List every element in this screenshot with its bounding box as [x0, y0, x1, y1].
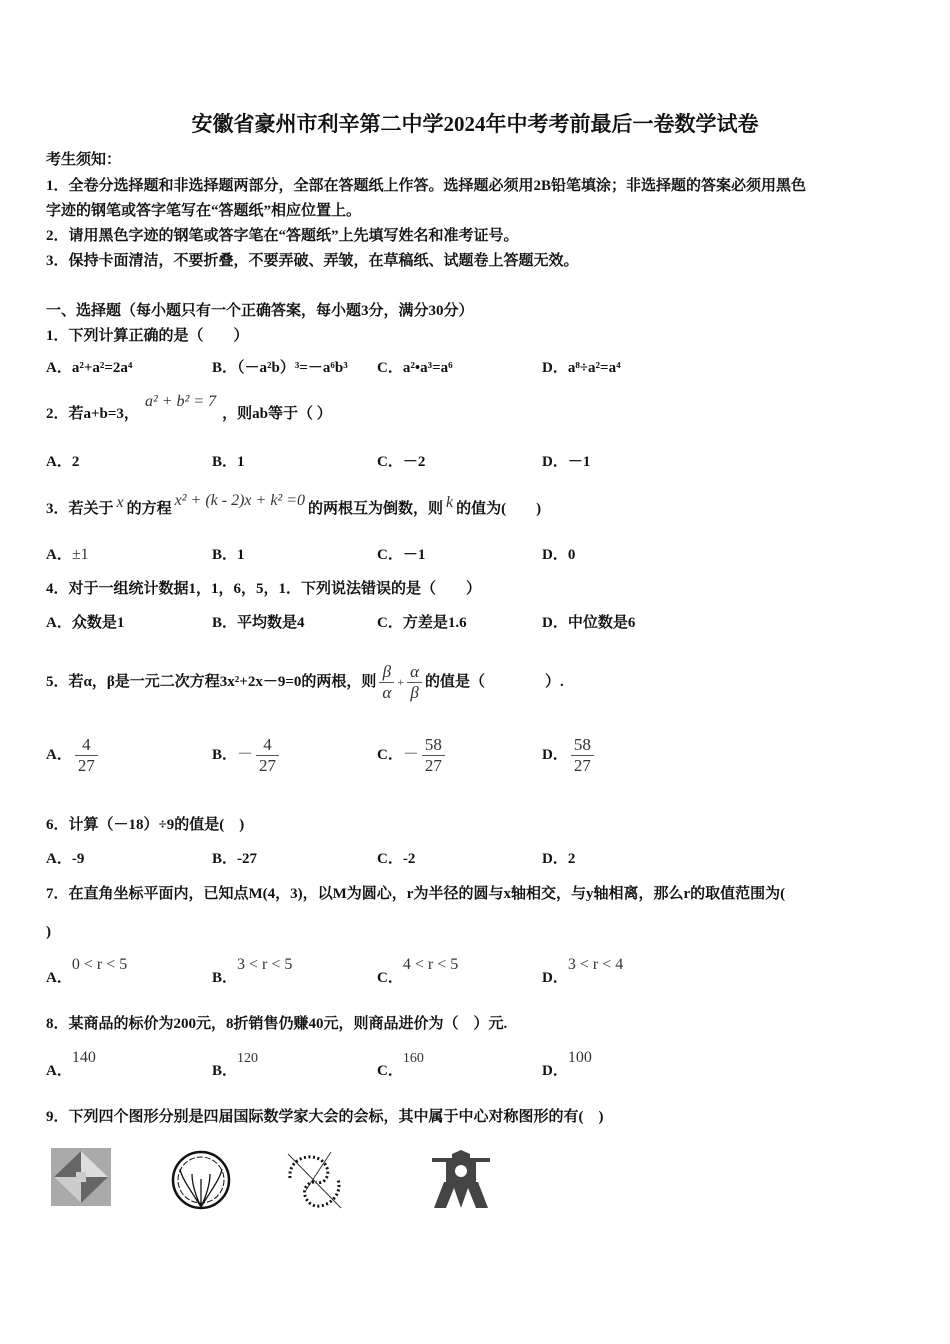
q3-var-k: k: [446, 494, 454, 511]
q2-equation: a² + b² = 7: [144, 393, 217, 410]
notice-item: 1．全卷分选择题和非选择题两部分，全部在答题纸上作答。选择题必须用2B铅笔填涂；非选择题的答案必须用黑色: [46, 178, 807, 194]
q6-option-d: D．2: [542, 851, 576, 867]
q1-option-b: B．（－a²b）³=－a⁶b³: [212, 360, 348, 376]
question-3: [46, 492, 542, 519]
q3-text-post: 的两根互为倒数，则: [308, 501, 444, 517]
emblem-circle-leaf-figure: [170, 1149, 232, 1211]
notice-item: 2．请用黑色字迹的钢笔或答字笔在“答题纸”上先填写姓名和准考证号。: [46, 228, 519, 244]
q2-option-b: B．1: [212, 454, 245, 470]
question-7-cont: ): [46, 924, 51, 940]
notice-item: 字迹的钢笔或答字笔写在“答题纸”相应位置上。: [46, 203, 362, 219]
q5-option-c: C．－ $\frac{58}{27}$: [377, 735, 448, 776]
q3-text-end: 的值为( ): [456, 501, 542, 517]
q7-option-a: A．0 < r < 5: [46, 956, 128, 986]
q6-option-c: C．-2: [377, 851, 416, 867]
emblem-pinwheel-figure: [51, 1148, 111, 1206]
question-8: 8．某商品的标价为200元，8折销售仍赚40元，则商品进价为（ ）元.: [46, 1016, 508, 1032]
q5-option-b: B．－ $\frac{4}{27}$: [212, 735, 282, 776]
section-heading: 一、选择题（每小题只有一个正确答案，每小题3分，满分30分）: [46, 303, 474, 319]
q3-text: 3．若关于: [46, 501, 114, 517]
q2-text: 2．若a+b=3，: [46, 406, 139, 422]
question-1: 1．下列计算正确的是（ ）: [46, 328, 249, 344]
q3-option-c: C．－1: [377, 547, 426, 563]
q5-option-a: A． $\frac{4}{27}$: [46, 735, 101, 776]
q7-option-c: C．4 < r < 5: [377, 956, 459, 986]
q5-text-end: 的值是（ ）.: [425, 674, 564, 690]
q2-text-end: ，则ab等于（ ）: [222, 406, 332, 422]
q4-option-b: B．平均数是4: [212, 615, 305, 631]
q1-option-c: C．a²•a³=a⁶: [377, 360, 453, 376]
q4-option-c: C．方差是1.6: [377, 615, 467, 631]
q8-option-b: B．120: [212, 1051, 259, 1079]
q1-option-a: A．a²+a²=2a⁴: [46, 360, 133, 376]
q5-fraction: $\frac{\beta}{\alpha}$: [379, 662, 394, 703]
q3-option-a: A．±1: [46, 546, 89, 563]
notice-heading: 考生须知：: [46, 152, 122, 168]
q1-option-d: D．a⁸÷a²=a⁴: [542, 360, 621, 376]
q2-option-c: C．－2: [377, 454, 426, 470]
emblem-tower-figure: [430, 1150, 492, 1210]
question-7: 7．在直角坐标平面内，已知点M(4，3)，以M为圆心，r为半径的圆与x轴相交，与y轴相离，那么r的取值范围为(: [46, 886, 786, 902]
question-5: 5．若α，β是一元二次方程3x²+2x－9=0的两根，则 $\frac{\beta}{\alpha}$ + $\frac{\alpha}{\beta}$ 的值是（ ）.: [46, 662, 564, 703]
q5-text: 5．若α，β是一元二次方程3x²+2x－9=0的两根，则: [46, 674, 377, 690]
q8-option-d: D．100: [542, 1049, 592, 1079]
q3-option-b: B．1: [212, 547, 245, 563]
q7-option-d: D．3 < r < 4: [542, 956, 624, 986]
emblem-dotted-spiral-figure: [286, 1150, 346, 1210]
q3-option-d: D．0: [542, 547, 576, 563]
q5-fraction: $\frac{\alpha}{\beta}$: [407, 662, 422, 703]
q5-option-d: D． $\frac{58}{27}$: [542, 735, 597, 776]
q4-option-d: D．中位数是6: [542, 615, 636, 631]
page-title: 安徽省豪州市利辛第二中学2024年中考考前最后一卷数学试卷: [191, 112, 759, 136]
q3-var-x: x: [116, 494, 124, 511]
q3-equation: x² + (k - 2)x + k² =0: [174, 492, 306, 509]
question-9: 9．下列四个图形分别是四届国际数学家大会的会标，其中属于中心对称图形的有( ): [46, 1109, 604, 1125]
q6-option-b: B．-27: [212, 851, 258, 867]
q3-text-mid: 的方程: [126, 501, 172, 517]
q8-option-c: C．160: [377, 1051, 424, 1079]
q6-option-a: A．-9: [46, 851, 85, 867]
q7-option-b: B．3 < r < 5: [212, 956, 293, 986]
q2-option-a: A．2: [46, 454, 80, 470]
q8-option-a: A．140: [46, 1049, 96, 1079]
question-6: 6．计算（－18）÷9的值是( ): [46, 817, 245, 833]
question-4: 4．对于一组统计数据1，1，6，5，1．下列说法错误的是（ ）: [46, 581, 482, 597]
q2-option-d: D．－1: [542, 454, 591, 470]
q4-option-a: A．众数是1: [46, 615, 125, 631]
question-2: [46, 393, 332, 424]
notice-item: 3．保持卡面清洁，不要折叠，不要弄破、弄皱，在草稿纸、试题卷上答题无效。: [46, 253, 579, 269]
